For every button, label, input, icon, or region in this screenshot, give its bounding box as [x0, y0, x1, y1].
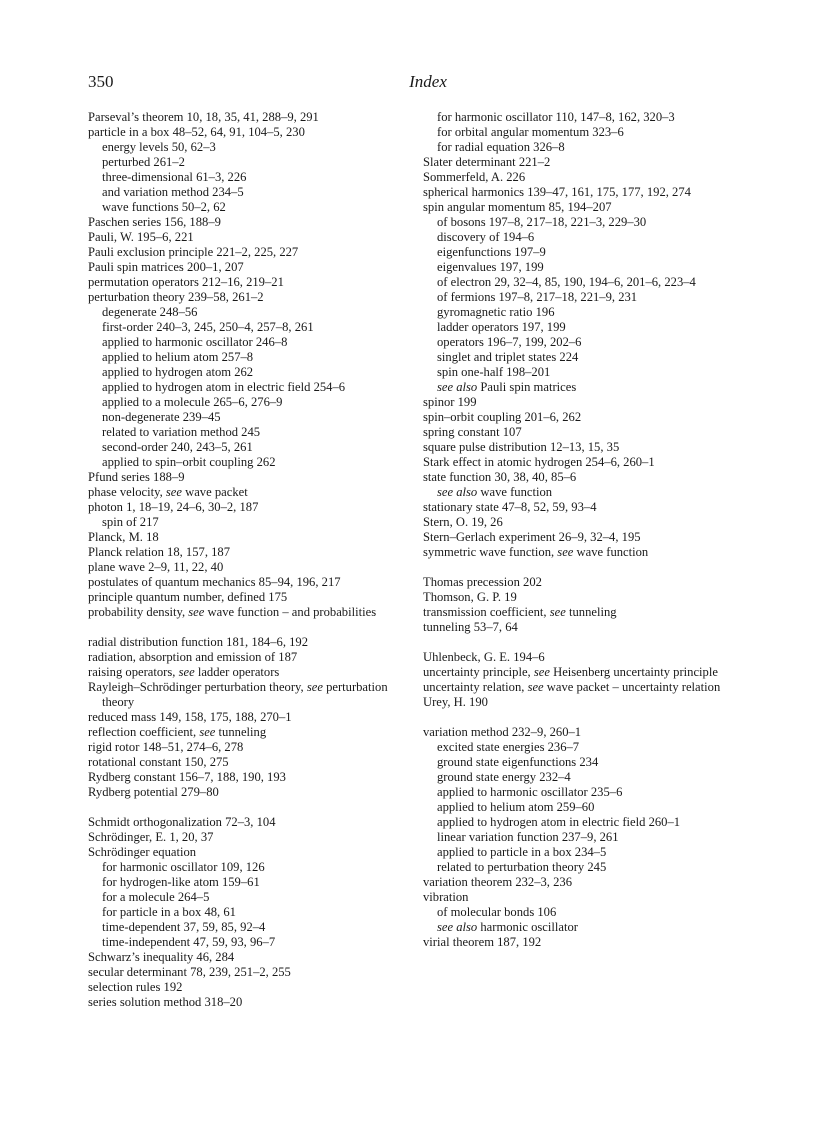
index-subentry — [88, 170, 418, 185]
index-subentry — [88, 350, 418, 365]
see-target: wave packet – uncertainty relation — [543, 680, 721, 694]
entry-text: Stern, O. 19, 26 — [423, 515, 503, 529]
index-subentry — [423, 845, 753, 860]
entry-text: transmission coefficient, — [423, 605, 550, 619]
index-entry — [423, 170, 753, 185]
entry-text: wave functions 50–2, 62 — [102, 200, 226, 214]
see-target: harmonic oscillator — [477, 920, 578, 934]
index-subentry — [423, 230, 753, 245]
index-entry — [88, 770, 418, 785]
index-entry — [88, 575, 418, 590]
index-subentry — [88, 395, 418, 410]
index-subentry — [423, 260, 753, 275]
entry-text: for a molecule 264–5 — [102, 890, 210, 904]
index-entry — [88, 590, 418, 605]
entry-text: for particle in a box 48, 61 — [102, 905, 236, 919]
entry-text: Urey, H. 190 — [423, 695, 488, 709]
entry-text: applied to particle in a box 234–5 — [437, 845, 607, 859]
index-subentry — [423, 860, 753, 875]
index-entry — [88, 995, 418, 1010]
index-subentry — [423, 920, 753, 935]
entry-text: applied to harmonic oscillator 246–8 — [102, 335, 288, 349]
index-entry — [88, 230, 418, 245]
entry-text: energy levels 50, 62–3 — [102, 140, 216, 154]
entry-text: non-degenerate 239–45 — [102, 410, 221, 424]
entry-text: gyromagnetic ratio 196 — [437, 305, 555, 319]
page-number: 350 — [88, 72, 114, 91]
index-subentry — [88, 155, 418, 170]
entry-text: first-order 240–3, 245, 250–4, 257–8, 261 — [102, 320, 314, 334]
index-entry — [423, 665, 753, 680]
index-subentry — [423, 305, 753, 320]
index-entry — [88, 980, 418, 995]
index-entry — [423, 605, 753, 620]
index-entry — [423, 620, 753, 635]
entry-text: vibration — [423, 890, 469, 904]
see-target: tunneling — [565, 605, 617, 619]
index-subentry — [423, 125, 753, 140]
letter-group-gap — [423, 560, 753, 575]
index-entry — [423, 440, 753, 455]
entry-text: Stern–Gerlach experiment 26–9, 32–4, 195 — [423, 530, 641, 544]
index-entry — [423, 545, 753, 560]
index-subentry — [88, 410, 418, 425]
see-target: wave function – and probabilities — [204, 605, 377, 619]
entry-text: related to variation method 245 — [102, 425, 261, 439]
index-subentry — [423, 830, 753, 845]
index-entry — [88, 500, 418, 515]
index-entry — [88, 275, 418, 290]
entry-text: applied to hydrogen atom in electric field 260–1 — [437, 815, 681, 829]
entry-text: Schrödinger equation — [88, 845, 197, 859]
entry-text: series solution method 318–20 — [88, 995, 243, 1009]
see-reference: see — [306, 680, 323, 694]
entry-text: radiation, absorption and emission of 187 — [88, 650, 298, 664]
entry-text: Thomson, G. P. 19 — [423, 590, 517, 604]
index-entry — [88, 740, 418, 755]
index-subentry — [423, 110, 753, 125]
entry-text: Pfund series 188–9 — [88, 470, 185, 484]
index-subentry — [423, 485, 753, 500]
entry-text: rotational constant 150, 275 — [88, 755, 229, 769]
index-entry — [88, 605, 418, 620]
index-subentry — [423, 350, 753, 365]
see-target: perturbation theory — [102, 680, 388, 709]
see-reference: see — [165, 485, 182, 499]
entry-text: Schwarz’s inequality 46, 284 — [88, 950, 235, 964]
entry-text: and variation method 234–5 — [102, 185, 244, 199]
index-entry — [423, 650, 753, 665]
entry-text: secular determinant 78, 239, 251–2, 255 — [88, 965, 291, 979]
entry-text: phase velocity, — [88, 485, 166, 499]
index-entry — [423, 395, 753, 410]
see-reference: see — [188, 605, 205, 619]
index-entry — [88, 110, 418, 125]
index-entry — [88, 845, 418, 860]
entry-text: perturbation theory 239–58, 261–2 — [88, 290, 264, 304]
entry-text: Pauli spin matrices 200–1, 207 — [88, 260, 244, 274]
index-entry — [88, 785, 418, 800]
entry-text: permutation operators 212–16, 219–21 — [88, 275, 284, 289]
see-target: ladder operators — [194, 665, 280, 679]
index-entry — [88, 665, 418, 680]
entry-text: photon 1, 18–19, 24–6, 30–2, 187 — [88, 500, 259, 514]
entry-text: perturbed 261–2 — [102, 155, 185, 169]
entry-text: Planck relation 18, 157, 187 — [88, 545, 231, 559]
entry-text: applied to hydrogen atom 262 — [102, 365, 254, 379]
entry-text: symmetric wave function, — [423, 545, 558, 559]
index-subentry — [88, 140, 418, 155]
entry-text: selection rules 192 — [88, 980, 183, 994]
index-subentry — [423, 290, 753, 305]
index-entry — [423, 410, 753, 425]
entry-text: of molecular bonds 106 — [437, 905, 557, 919]
entry-text: ground state eigenfunctions 234 — [437, 755, 599, 769]
entry-text: variation theorem 232–3, 236 — [423, 875, 572, 889]
index-subentry — [88, 365, 418, 380]
entry-text: eigenvalues 197, 199 — [437, 260, 544, 274]
index-entry — [423, 695, 753, 710]
entry-text: Uhlenbeck, G. E. 194–6 — [423, 650, 545, 664]
entry-text: spherical harmonics 139–47, 161, 175, 177, 192, 274 — [423, 185, 691, 199]
entry-text: ladder operators 197, 199 — [437, 320, 566, 334]
index-entry — [88, 950, 418, 965]
index-entry — [88, 245, 418, 260]
entry-text: Sommerfeld, A. 226 — [423, 170, 526, 184]
entry-text: tunneling 53–7, 64 — [423, 620, 518, 634]
letter-group-gap — [423, 635, 753, 650]
index-subentry — [88, 875, 418, 890]
index-subentry — [423, 320, 753, 335]
entry-text: Slater determinant 221–2 — [423, 155, 551, 169]
index-subentry — [423, 380, 753, 395]
entry-text: Stark effect in atomic hydrogen 254–6, 260–1 — [423, 455, 655, 469]
index-subentry — [423, 905, 753, 920]
index-subentry — [88, 515, 418, 530]
entry-text: radial distribution function 181, 184–6, 192 — [88, 635, 309, 649]
index-entry — [423, 935, 753, 950]
entry-text: spinor 199 — [423, 395, 477, 409]
index-entry — [423, 515, 753, 530]
see-target: wave packet — [181, 485, 248, 499]
entry-text: spin one-half 198–201 — [437, 365, 551, 379]
index-entry — [88, 260, 418, 275]
index-entry — [423, 530, 753, 545]
see-reference: see also — [437, 920, 478, 934]
index-subentry — [423, 800, 753, 815]
entry-text: probability density, — [88, 605, 189, 619]
index-subentry — [88, 905, 418, 920]
entry-text: eigenfunctions 197–9 — [437, 245, 546, 259]
entry-text: Paschen series 156, 188–9 — [88, 215, 221, 229]
index-entry — [88, 485, 418, 500]
entry-text: applied to hydrogen atom in electric field 254–6 — [102, 380, 346, 394]
entry-text: degenerate 248–56 — [102, 305, 198, 319]
entry-text: linear variation function 237–9, 261 — [437, 830, 619, 844]
index-subentry — [88, 335, 418, 350]
entry-text: spin angular momentum 85, 194–207 — [423, 200, 612, 214]
see-reference: see — [557, 545, 574, 559]
entry-text: raising operators, — [88, 665, 179, 679]
index-subentry — [423, 215, 753, 230]
index-entry — [423, 725, 753, 740]
entry-text: Pauli, W. 195–6, 221 — [88, 230, 194, 244]
index-subentry — [88, 380, 418, 395]
index-entry — [88, 755, 418, 770]
entry-text: uncertainty principle, — [423, 665, 534, 679]
entry-text: rigid rotor 148–51, 274–6, 278 — [88, 740, 244, 754]
entry-text: Planck, M. 18 — [88, 530, 159, 544]
index-subentry — [88, 455, 418, 470]
entry-text: Schmidt orthogonalization 72–3, 104 — [88, 815, 276, 829]
entry-text: for harmonic oscillator 109, 126 — [102, 860, 265, 874]
index-subentry — [423, 245, 753, 260]
index-subentry — [423, 335, 753, 350]
entry-text: Parseval’s theorem 10, 18, 35, 41, 288–9, 291 — [88, 110, 319, 124]
index-entry — [423, 455, 753, 470]
entry-text: related to perturbation theory 245 — [437, 860, 607, 874]
see-reference: see — [533, 665, 550, 679]
see-target: Pauli spin matrices — [477, 380, 577, 394]
entry-text: plane wave 2–9, 11, 22, 40 — [88, 560, 224, 574]
index-entry — [88, 530, 418, 545]
entry-text: virial theorem 187, 192 — [423, 935, 542, 949]
entry-text: applied to harmonic oscillator 235–6 — [437, 785, 623, 799]
entry-text: reflection coefficient, — [88, 725, 200, 739]
entry-text: singlet and triplet states 224 — [437, 350, 579, 364]
index-entry — [88, 635, 418, 650]
index-entry — [88, 215, 418, 230]
entry-text: of bosons 197–8, 217–18, 221–3, 229–30 — [437, 215, 647, 229]
index-entry — [88, 545, 418, 560]
entry-text: time-independent 47, 59, 93, 96–7 — [102, 935, 276, 949]
entry-text: Rayleigh–Schrödinger perturbation theory, — [88, 680, 307, 694]
entry-text: for radial equation 326–8 — [437, 140, 565, 154]
index-entry — [423, 575, 753, 590]
index-subentry — [88, 185, 418, 200]
index-entry — [88, 815, 418, 830]
see-target: tunneling — [215, 725, 267, 739]
index-entry — [423, 680, 753, 695]
entry-text: spin–orbit coupling 201–6, 262 — [423, 410, 582, 424]
index-subentry — [88, 305, 418, 320]
index-subentry — [88, 425, 418, 440]
index-subentry — [88, 890, 418, 905]
see-target: wave function — [573, 545, 649, 559]
index-subentry — [423, 755, 753, 770]
entry-text: second-order 240, 243–5, 261 — [102, 440, 253, 454]
entry-text: discovery of 194–6 — [437, 230, 535, 244]
index-subentry — [423, 815, 753, 830]
index-entry — [423, 500, 753, 515]
index-entry — [88, 470, 418, 485]
index-subentry — [423, 275, 753, 290]
index-subentry — [88, 935, 418, 950]
index-entry — [88, 125, 418, 140]
entry-text: Schrödinger, E. 1, 20, 37 — [88, 830, 214, 844]
entry-text: for orbital angular momentum 323–6 — [437, 125, 624, 139]
see-reference: see also — [437, 380, 478, 394]
entry-text: three-dimensional 61–3, 226 — [102, 170, 247, 184]
index-subentry — [88, 860, 418, 875]
index-subentry — [88, 200, 418, 215]
index-subentry — [423, 770, 753, 785]
entry-text: postulates of quantum mechanics 85–94, 196, 217 — [88, 575, 341, 589]
entry-text: of fermions 197–8, 217–18, 221–9, 231 — [437, 290, 638, 304]
entry-text: variation method 232–9, 260–1 — [423, 725, 582, 739]
index-subentry — [423, 365, 753, 380]
index-entry — [423, 425, 753, 440]
index-column-left — [88, 110, 418, 1010]
entry-text: particle in a box 48–52, 64, 91, 104–5, 230 — [88, 125, 305, 139]
entry-text: principle quantum number, defined 175 — [88, 590, 288, 604]
entry-text: Rydberg potential 279–80 — [88, 785, 219, 799]
index-entry — [423, 200, 753, 215]
letter-group-gap — [88, 800, 418, 815]
index-entry — [423, 890, 753, 905]
index-entry — [423, 875, 753, 890]
index-entry — [88, 560, 418, 575]
see-reference: see — [527, 680, 544, 694]
index-entry — [423, 185, 753, 200]
index-entry — [88, 965, 418, 980]
see-reference: see — [549, 605, 566, 619]
see-reference: see — [199, 725, 216, 739]
entry-text: state function 30, 38, 40, 85–6 — [423, 470, 577, 484]
index-entry — [88, 290, 418, 305]
index-entry — [88, 710, 418, 725]
index-entry — [88, 650, 418, 665]
entry-text: reduced mass 149, 158, 175, 188, 270–1 — [88, 710, 292, 724]
index-subentry — [423, 140, 753, 155]
index-entry — [423, 590, 753, 605]
see-reference: see — [178, 665, 195, 679]
index-entry — [88, 725, 418, 740]
entry-text: for hydrogen-like atom 159–61 — [102, 875, 260, 889]
entry-text: uncertainty relation, — [423, 680, 528, 694]
index-subentry — [423, 785, 753, 800]
see-reference: see also — [437, 485, 478, 499]
entry-text: of electron 29, 32–4, 85, 190, 194–6, 201–6, 223–4 — [437, 275, 696, 289]
entry-text: excited state energies 236–7 — [437, 740, 580, 754]
index-entry — [88, 830, 418, 845]
index-entry — [423, 155, 753, 170]
entry-text: square pulse distribution 12–13, 15, 35 — [423, 440, 620, 454]
see-target: Heisenberg uncertainty principle — [549, 665, 718, 679]
entry-text: applied to spin–orbit coupling 262 — [102, 455, 276, 469]
index-subentry — [423, 740, 753, 755]
see-target: wave function — [477, 485, 553, 499]
entry-text: applied to helium atom 259–60 — [437, 800, 595, 814]
entry-text: spin of 217 — [102, 515, 159, 529]
entry-text: applied to helium atom 257–8 — [102, 350, 254, 364]
letter-group-gap — [88, 620, 418, 635]
index-subentry — [88, 920, 418, 935]
index-subentry — [88, 440, 418, 455]
entry-text: Pauli exclusion principle 221–2, 225, 227 — [88, 245, 299, 259]
index-entry — [88, 680, 418, 710]
entry-text: Rydberg constant 156–7, 188, 190, 193 — [88, 770, 286, 784]
entry-text: stationary state 47–8, 52, 59, 93–4 — [423, 500, 597, 514]
entry-text: spring constant 107 — [423, 425, 522, 439]
index-entry — [423, 470, 753, 485]
entry-text: operators 196–7, 199, 202–6 — [437, 335, 582, 349]
entry-text: time-dependent 37, 59, 85, 92–4 — [102, 920, 266, 934]
running-head: Index — [409, 72, 447, 91]
index-subentry — [88, 320, 418, 335]
index-column-right — [423, 110, 753, 950]
entry-text: ground state energy 232–4 — [437, 770, 571, 784]
entry-text: Thomas precession 202 — [423, 575, 542, 589]
entry-text: applied to a molecule 265–6, 276–9 — [102, 395, 283, 409]
entry-text: for harmonic oscillator 110, 147–8, 162, 320–3 — [437, 110, 675, 124]
letter-group-gap — [423, 710, 753, 725]
